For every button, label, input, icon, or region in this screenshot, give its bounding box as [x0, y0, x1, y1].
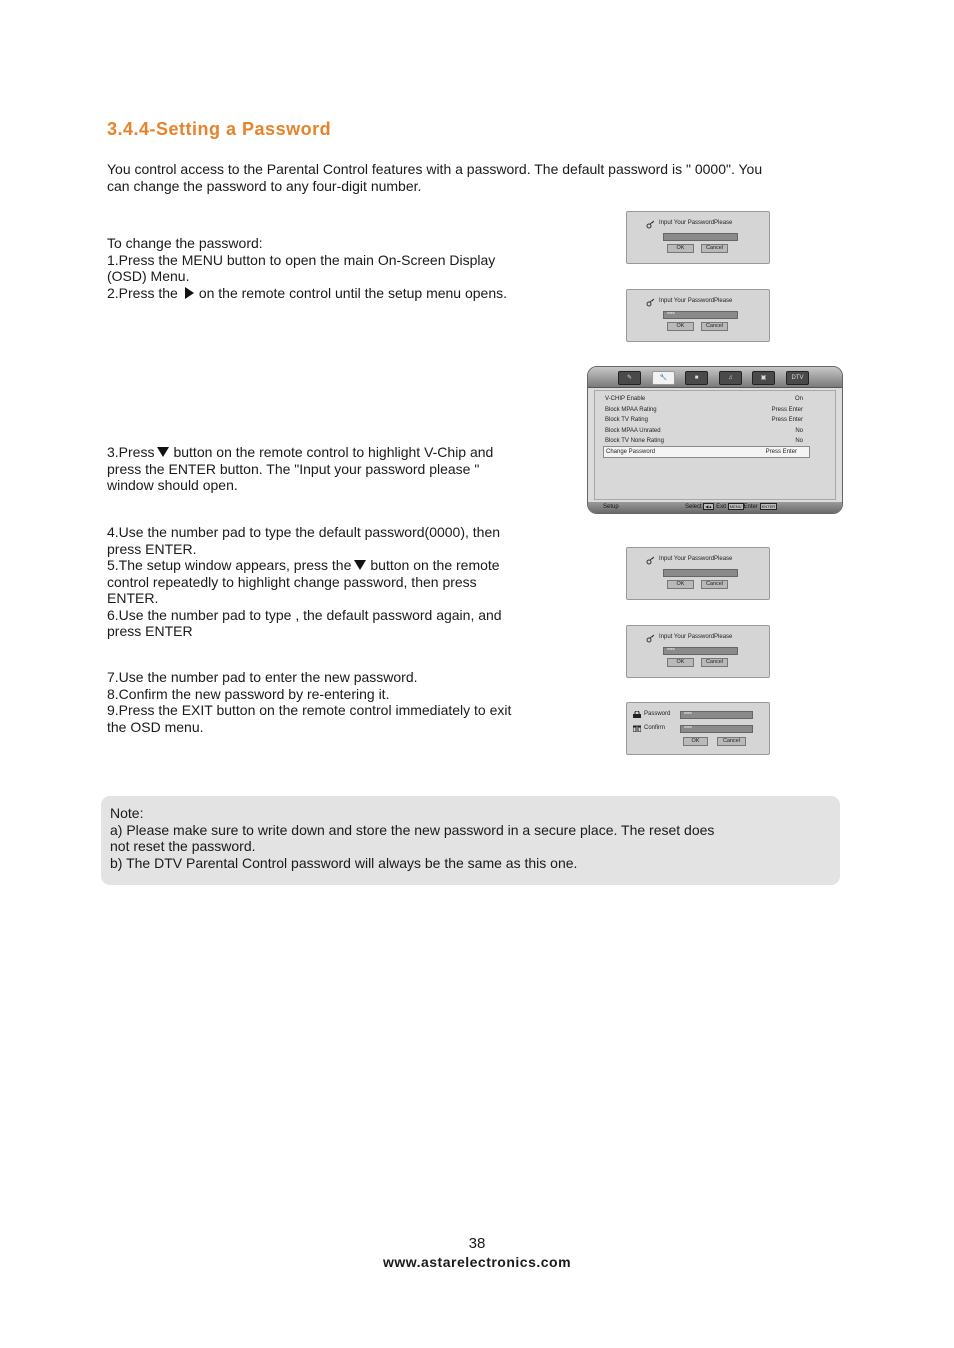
cancel-button[interactable]: Cancel [701, 658, 728, 667]
keys-icon [646, 556, 656, 565]
step-text [107, 285, 577, 302]
audio-tab-icon[interactable]: ♫ [719, 371, 742, 385]
password-field[interactable]: **** [663, 311, 738, 319]
dialog-header: Input Your PasswordPlease [659, 220, 733, 226]
exit-hint: Exit [716, 504, 727, 510]
note-line: a) Please make sure to write down and store the new password in a secure place. The reset does [110, 821, 715, 838]
enter-key-icon: ENTER [761, 503, 776, 509]
satellite-tab-icon[interactable]: ✎ [618, 371, 641, 385]
step-text-part: 2.Press the [107, 284, 178, 301]
step-text: 4.Use the number pad to type the default password(0000), then [107, 524, 501, 540]
dialog-header: Input Your PasswordPlease [659, 634, 733, 640]
step-text-part: button on the remote [370, 557, 500, 573]
menu-row[interactable] [605, 405, 815, 415]
confirm-password-field[interactable]: **** [680, 725, 753, 733]
ok-button[interactable]: OK [667, 322, 694, 331]
menu-row[interactable] [605, 415, 815, 425]
password-dialog-filled [626, 625, 770, 678]
step-text: 7.Use the number pad to enter the new password. [107, 669, 418, 685]
keys-icon [646, 298, 656, 307]
note-line: not reset the password. [110, 838, 256, 854]
menu-row-label: Change Password [606, 449, 656, 455]
step-text: window should open. [107, 477, 238, 493]
menu-row-value: Press Enter [771, 407, 803, 413]
step-text: 8.Confirm the new password by re-entering it. [107, 685, 390, 702]
menu-row-selected[interactable] [603, 446, 810, 458]
step-text-part: on the remote control until the setup menu opens. [198, 284, 508, 301]
ok-button[interactable]: OK [667, 658, 694, 667]
step-text: 9.Press the EXIT button on the remote control immediately to exit [107, 702, 512, 718]
footer-hints [685, 502, 777, 513]
note-text [110, 805, 830, 871]
select-hint: Select [685, 504, 702, 510]
menu-row-value: On [794, 396, 803, 402]
menu-tab-bar [588, 367, 842, 388]
tv-tab-icon[interactable]: ▣ [752, 371, 775, 385]
intro-line: can change the password to any four-digit number. [107, 177, 422, 194]
intro-line: You control access to the Parental Control features with a password. The default password is " 0000". You [107, 161, 763, 177]
password-dialog-filled [626, 289, 770, 342]
setup-menu-screenshot [587, 366, 843, 514]
password-field[interactable]: **** [663, 647, 738, 655]
menu-row-label: Block TV Rating [605, 417, 648, 423]
password-field[interactable] [663, 233, 738, 241]
footer-setup-label: Setup [603, 504, 619, 510]
password-label: Password [644, 711, 671, 717]
step-text-part: button on the remote control to highlight V-Chip and [173, 444, 494, 460]
menu-row-value: No [795, 428, 803, 434]
step-text: press ENTER [107, 623, 193, 639]
dtv-tab-icon[interactable]: DTV [786, 371, 809, 385]
menu-row-value: No [795, 438, 803, 444]
steps-block-1 [107, 235, 577, 301]
step-text: press the ENTER button. The "Input your password please " [107, 460, 480, 477]
down-arrow-icon [157, 447, 169, 457]
intro-paragraph [107, 161, 847, 194]
ok-button[interactable]: OK [667, 580, 694, 589]
menu-row-label: Block MPAA Unrated [605, 428, 661, 434]
step-text: To change the password: [107, 235, 263, 251]
keys-icon [646, 220, 656, 229]
website-url[interactable]: www.astarelectronics.com [382, 1254, 572, 1270]
steps-block-3 [107, 524, 567, 640]
step-text [107, 444, 567, 461]
step-text: 6.Use the number pad to type , the default password again, and [107, 606, 502, 623]
note-line: b) The DTV Parental Control password will always be the same as this one. [110, 854, 578, 871]
password-dialog-empty [626, 211, 770, 264]
dialog-header: Input Your PasswordPlease [659, 298, 733, 304]
ok-button[interactable]: OK [667, 244, 694, 253]
steps-block-4 [107, 669, 577, 735]
note-line: Note: [110, 805, 144, 821]
step-text: ENTER. [107, 590, 159, 606]
new-password-field[interactable]: **** [680, 711, 753, 719]
step-text: control repeatedly to highlight change password, then press [107, 573, 477, 590]
enter-hint: Enter [743, 504, 758, 510]
right-arrow-icon [185, 287, 194, 299]
step-text: the OSD menu. [107, 718, 204, 735]
confirm-icon [633, 725, 641, 732]
step-text: press ENTER. [107, 540, 197, 557]
confirm-label: Confirm [644, 725, 666, 731]
menu-row-label: Block TV None Rating [605, 438, 664, 444]
menu-row-label: Block MPAA Rating [605, 407, 657, 413]
dialog-header: Input Your PasswordPlease [659, 556, 733, 562]
arrow-keys-icon: ◀▲ [705, 503, 713, 509]
lock-tab-icon[interactable]: ■ [685, 371, 708, 385]
cancel-button[interactable]: Cancel [701, 322, 728, 331]
setup-tab-icon[interactable]: 🔧 [652, 371, 675, 385]
cancel-button[interactable]: Cancel [701, 244, 728, 253]
steps-block-2 [107, 444, 567, 494]
step-text-part: 5.The setup window appears, press the [107, 557, 352, 573]
menu-row-value: Press Enter [771, 417, 803, 423]
menu-footer [588, 502, 842, 513]
step-text: (OSD) Menu. [107, 268, 190, 284]
cancel-button[interactable]: Cancel [717, 737, 746, 746]
menu-row-value: Press Enter [765, 449, 797, 455]
menu-row[interactable] [605, 394, 815, 404]
step-text: 1.Press the MENU button to open the main On-Screen Display [107, 251, 496, 268]
password-dialog-empty [626, 547, 770, 600]
section-title: 3.4.4-Setting a Password [107, 119, 332, 139]
keys-icon [646, 634, 656, 643]
menu-row[interactable] [605, 436, 815, 446]
menu-row-label: V-CHIP Enable [605, 396, 646, 402]
step-text-part: 3.Press [107, 444, 155, 460]
page-number: 38 [468, 1235, 486, 1252]
ok-button[interactable]: OK [683, 737, 708, 746]
down-arrow-icon [354, 560, 366, 570]
new-password-dialog [626, 702, 770, 755]
menu-row[interactable] [605, 426, 815, 436]
password-field[interactable] [663, 569, 738, 577]
menu-key-icon: MENU [729, 503, 742, 509]
lock-icon [633, 711, 641, 718]
menu-list [594, 390, 836, 500]
step-text [107, 557, 567, 574]
cancel-button[interactable]: Cancel [701, 580, 728, 589]
